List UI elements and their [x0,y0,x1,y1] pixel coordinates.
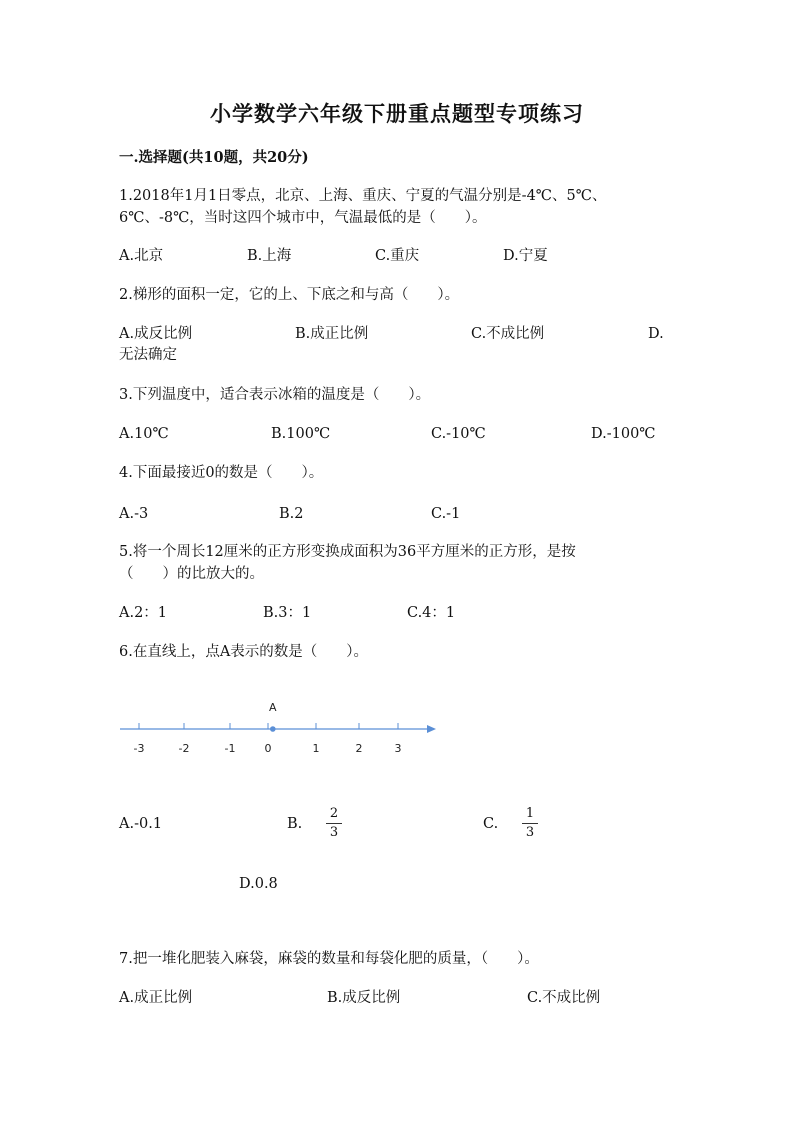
q2-option-d: D. [648,326,664,342]
q1-option-d: D.宁夏 [503,248,548,264]
q6-option-c-fraction [522,807,538,840]
q6-option-d: D.0.8 [239,876,278,892]
number-line-tick-label: -3 [133,742,145,755]
q7-option-c: C.不成比例 [527,990,601,1006]
q4-option-a: A.-3 [119,506,149,522]
q2-option-c: C.不成比例 [471,326,545,342]
q6-option-b: B. [287,816,303,832]
question-6: 6.在直线上，点A表示的数是（ ）。 [119,644,369,660]
number-line-tick-label: 3 [394,742,402,755]
q3-option-a: A.10℃ [119,426,169,442]
fraction-numerator: 1 [525,806,535,821]
q3-option-b: B.100℃ [271,426,331,442]
number-line-tick-label: 1 [312,742,320,755]
q4-option-c: C.-1 [431,506,461,522]
number-line-tick-label: 0 [264,742,272,755]
q1-option-a: A.北京 [119,248,164,264]
q5-option-b: B.3：1 [263,605,312,621]
question-1-line-2: 6℃、-8℃，当时这四个城市中，气温最低的是（ ）。 [119,210,487,226]
page-title: 小学数学六年级下册重点题型专项练习 [210,101,584,126]
fraction-denominator: 3 [329,825,339,840]
number-line-arrow-icon [427,725,436,733]
question-5-line-1: 5.将一个周长12厘米的正方形变换成面积为36平方厘米的正方形，是按 [119,544,576,560]
number-line [118,696,448,766]
q2-option-d-text: 无法确定 [119,347,177,363]
fraction-numerator: 2 [329,806,339,821]
q1-option-c: C.重庆 [375,248,420,264]
question-5-line-2: （ ）的比放大的。 [119,566,264,582]
q5-option-c: C.4：1 [407,605,456,621]
question-2: 2.梯形的面积一定，它的上、下底之和与高（ ）。 [119,287,460,303]
q1-option-b: B.上海 [247,248,292,264]
question-7: 7.把一堆化肥装入麻袋，麻袋的数量和每袋化肥的质量，（ ）。 [119,951,539,967]
q6-option-c: C. [483,816,499,832]
point-a-label: A [269,701,277,714]
number-line-tick-label: -2 [178,742,190,755]
question-3: 3.下列温度中，适合表示冰箱的温度是（ ）。 [119,387,431,403]
question-1-line-1: 1.2018年1月1日零点，北京、上海、重庆、宁夏的气温分别是-4℃、5℃、 [119,188,607,204]
q6-option-b-fraction [326,807,342,840]
q3-option-d: D.-100℃ [591,426,656,442]
q4-option-b: B.2 [279,506,304,522]
q5-option-a: A.2：1 [119,605,168,621]
section-heading: 一.选择题(共10题，共20分) [119,149,309,166]
number-line-tick-label: -1 [224,742,236,755]
q7-option-a: A.成正比例 [119,990,193,1006]
q6-option-a: A.-0.1 [119,816,163,832]
question-4: 4.下面最接近0的数是（ ）。 [119,465,324,481]
q2-option-a: A.成反比例 [119,326,193,342]
fraction-denominator: 3 [525,825,535,840]
point-a-marker [270,726,276,732]
number-line-tick-label: 2 [355,742,363,755]
q7-option-b: B.成反比例 [327,990,401,1006]
q3-option-c: C.-10℃ [431,426,486,442]
q2-option-b: B.成正比例 [295,326,369,342]
